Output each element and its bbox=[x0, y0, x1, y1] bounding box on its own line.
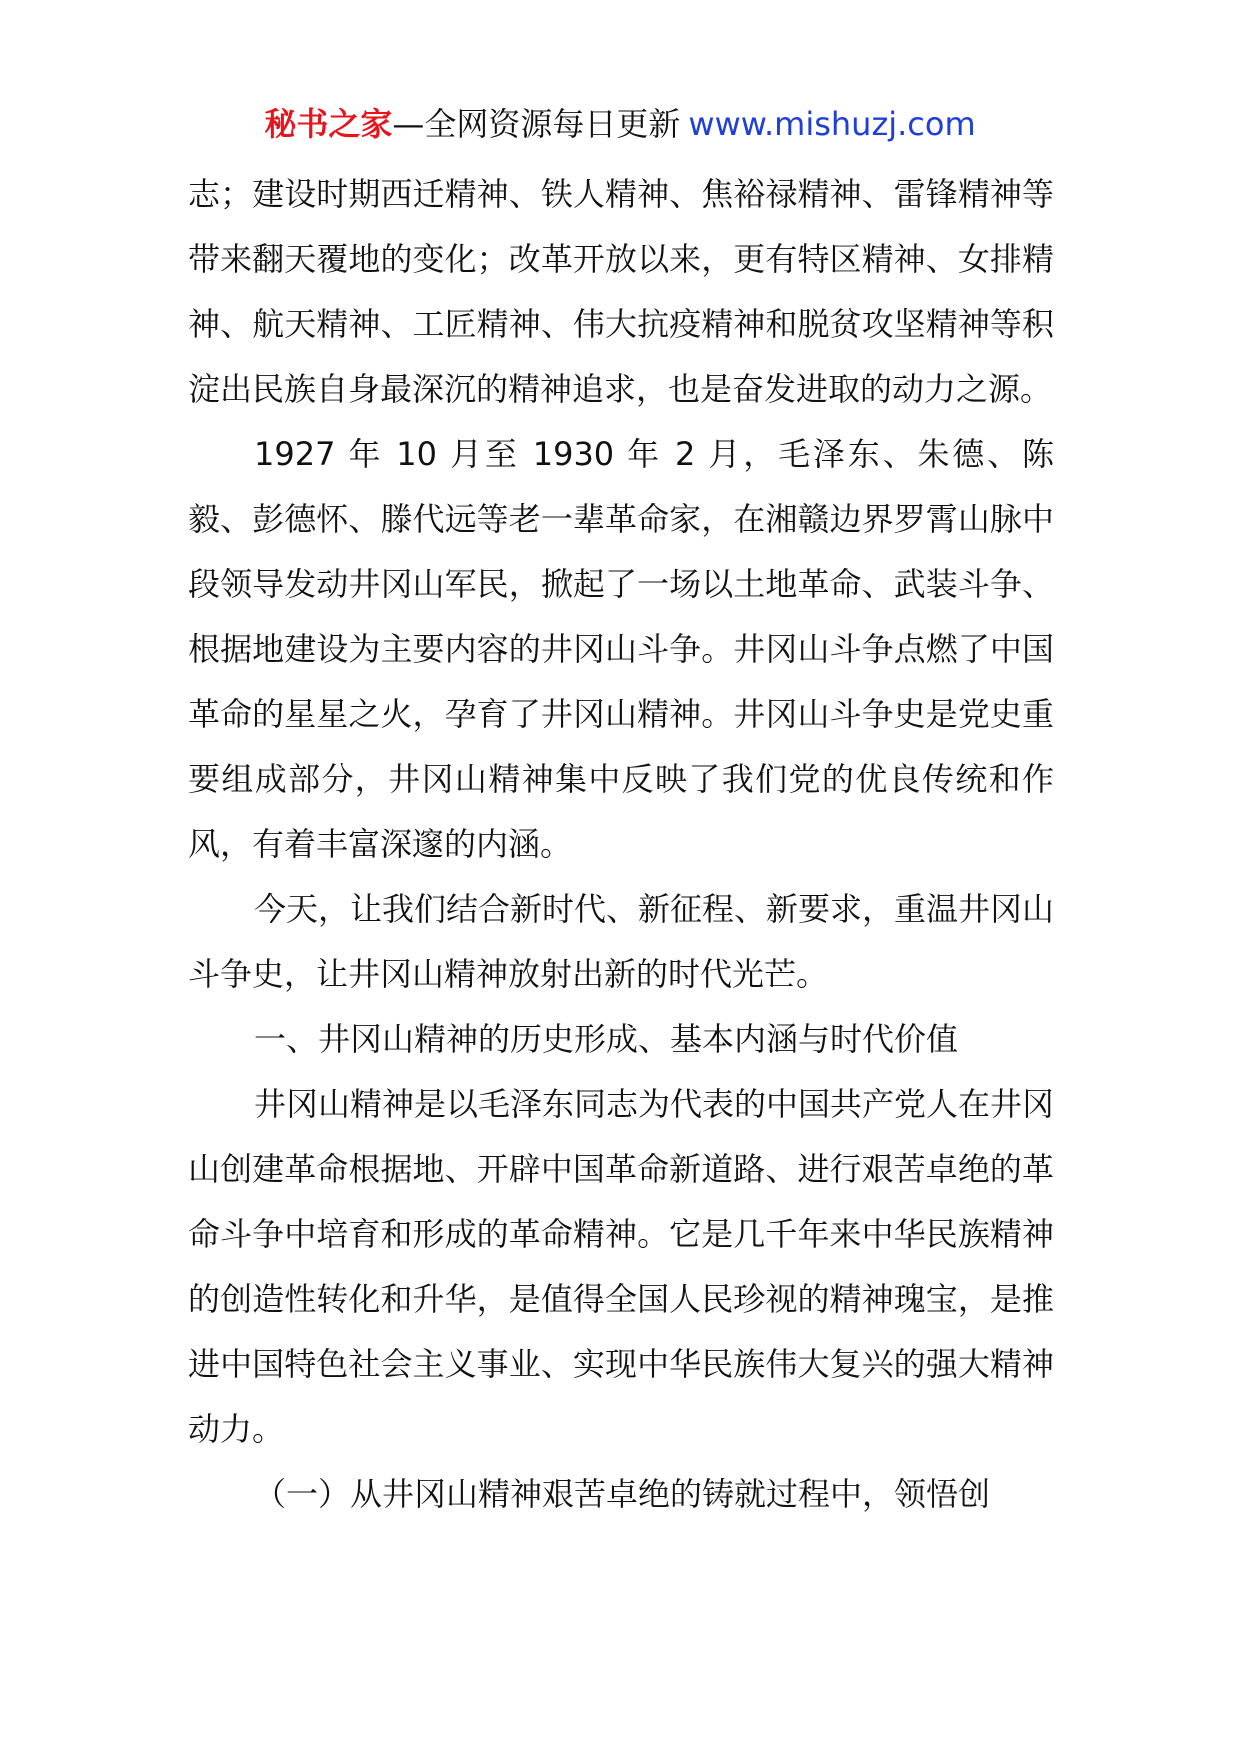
header-slogan: —全网资源每日更新 bbox=[392, 105, 681, 143]
page-header bbox=[0, 100, 1240, 148]
paragraph-today: 今天，让我们结合新时代、新征程、新要求，重温井冈山斗争史，让井冈山精神放射出新的时代光芒。 bbox=[188, 890, 1055, 993]
section-heading-one: 一、井冈山精神的历史形成、基本内涵与时代价值 bbox=[254, 1020, 959, 1058]
paragraph-continued: 志；建设时期西迁精神、铁人精神、焦裕禄精神、雷锋精神等带来翻天覆地的变化；改革开放以来，更有特区精神、女排精神、航天精神、工匠精神、伟大抗疫精神和脱贫攻坚精神等积淀出民族自身最深沉的精神追求，也是奋发进取的动力之源。 bbox=[188, 175, 1054, 408]
subsection-heading-one: （一）从井冈山精神艰苦卓绝的铸就过程中，领悟创 bbox=[254, 1475, 991, 1513]
site-url-link[interactable]: www.mishuzj.com bbox=[688, 105, 976, 143]
document-body bbox=[188, 162, 1054, 1527]
paragraph-jinggangshan-struggle: 1927 年 10 月至 1930 年 2 月，毛泽东、朱德、陈毅、彭德怀、滕代远等老一辈革命家，在湘赣边界罗霄山脉中段领导发动井冈山军民，掀起了一场以土地革命、武装斗争、根据地建设为主要内容的井冈山斗争。井冈山斗争点燃了中国革命的星星之火，孕育了井冈山精神。井冈山斗争史是党史重要组成部分，井冈山精神集中反映了我们党的优良传统和作风，有着丰富深邃的内涵。 bbox=[188, 435, 1054, 863]
paragraph-spirit-definition: 井冈山精神是以毛泽东同志为代表的中国共产党人在井冈山创建革命根据地、开辟中国革命新道路、进行艰苦卓绝的革命斗争中培育和形成的革命精神。它是几千年来中华民族精神的创造性转化和升华，是值得全国人民珍视的精神瑰宝，是推进中国特色社会主义事业、实现中华民族伟大复兴的强大精神动力。 bbox=[188, 1085, 1055, 1448]
brand-name: 秘书之家 bbox=[264, 105, 393, 143]
